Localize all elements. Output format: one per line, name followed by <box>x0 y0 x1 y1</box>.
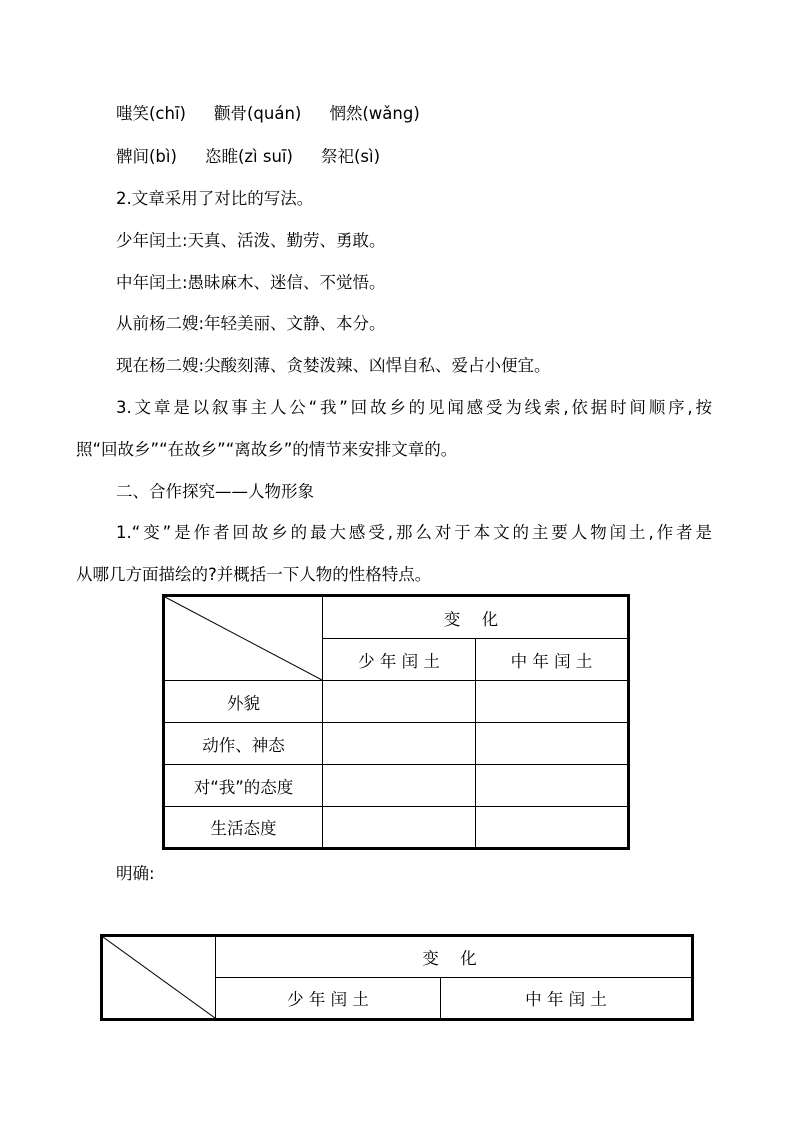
answer-cell[interactable] <box>323 765 476 807</box>
paragraph-clue-line-1: 3.文章是以叙事主人公“我”回故乡的见闻感受为线索,依据时间顺序,按 <box>116 398 712 417</box>
row-label-attitude-to-me: 对“我”的态度 <box>164 765 323 807</box>
vocab-row-1 <box>116 102 436 126</box>
answer-cell[interactable] <box>323 681 476 723</box>
answer-cell[interactable] <box>476 765 629 807</box>
answer-cell[interactable] <box>323 723 476 765</box>
answer-table <box>100 934 694 1021</box>
youth-runtu-header: 少 年 闰 土 <box>216 978 441 1020</box>
before-yang-line: 从前杨二嫂:年轻美丽、文静、本分。 <box>116 314 386 333</box>
vocab-row-2 <box>116 145 396 169</box>
vocab-item: 恣睢(zì suī) <box>204 147 293 166</box>
row-label-life-attitude: 生活态度 <box>164 807 323 849</box>
vocab-item: 髀间(bì) <box>116 147 177 166</box>
answer-cell[interactable] <box>476 681 629 723</box>
vocab-item: 祭祀(sì) <box>320 147 381 166</box>
section-heading: 二、合作探究——人物形象 <box>116 482 314 501</box>
question-line-2: 从哪几方面描绘的?并概括一下人物的性格特点。 <box>76 565 432 584</box>
change-header: 变 化 <box>216 936 693 978</box>
adult-runtu-header: 中 年 闰 土 <box>441 978 693 1020</box>
row-label-appearance: 外貌 <box>164 681 323 723</box>
paragraph-contrast: 2.文章采用了对比的写法。 <box>116 189 314 208</box>
answer-label: 明确: <box>116 864 155 883</box>
vocab-item: 颧骨(quán) <box>214 104 302 123</box>
answer-cell[interactable] <box>476 807 629 849</box>
youth-runtu-header: 少 年 闰 土 <box>323 639 476 681</box>
vocab-item: 惘然(wǎng) <box>329 104 420 123</box>
vocab-item: 嗤笑(chī) <box>116 104 186 123</box>
adult-runtu-header: 中 年 闰 土 <box>476 639 629 681</box>
answer-cell[interactable] <box>323 807 476 849</box>
answer-cell[interactable] <box>476 723 629 765</box>
question-line-1: 1.“变”是作者回故乡的最大感受,那么对于本文的主要人物闰土,作者是 <box>116 523 712 542</box>
paragraph-clue-line-2: 照“回故乡”“在故乡”“离故乡”的情节来安排文章的。 <box>76 440 458 459</box>
diagonal-header-cell <box>164 596 323 681</box>
youth-runtu-line: 少年闰土:天真、活泼、勤劳、勇敢。 <box>116 231 386 250</box>
change-header: 变 化 <box>323 596 629 639</box>
now-yang-line: 现在杨二嫂:尖酸刻薄、贪婪泼辣、凶悍自私、爱占小便宜。 <box>116 356 551 375</box>
row-label-action: 动作、神态 <box>164 723 323 765</box>
diagonal-header-cell <box>102 936 216 1020</box>
character-table <box>162 594 630 850</box>
adult-runtu-line: 中年闰土:愚昧麻木、迷信、不觉悟。 <box>116 273 386 292</box>
